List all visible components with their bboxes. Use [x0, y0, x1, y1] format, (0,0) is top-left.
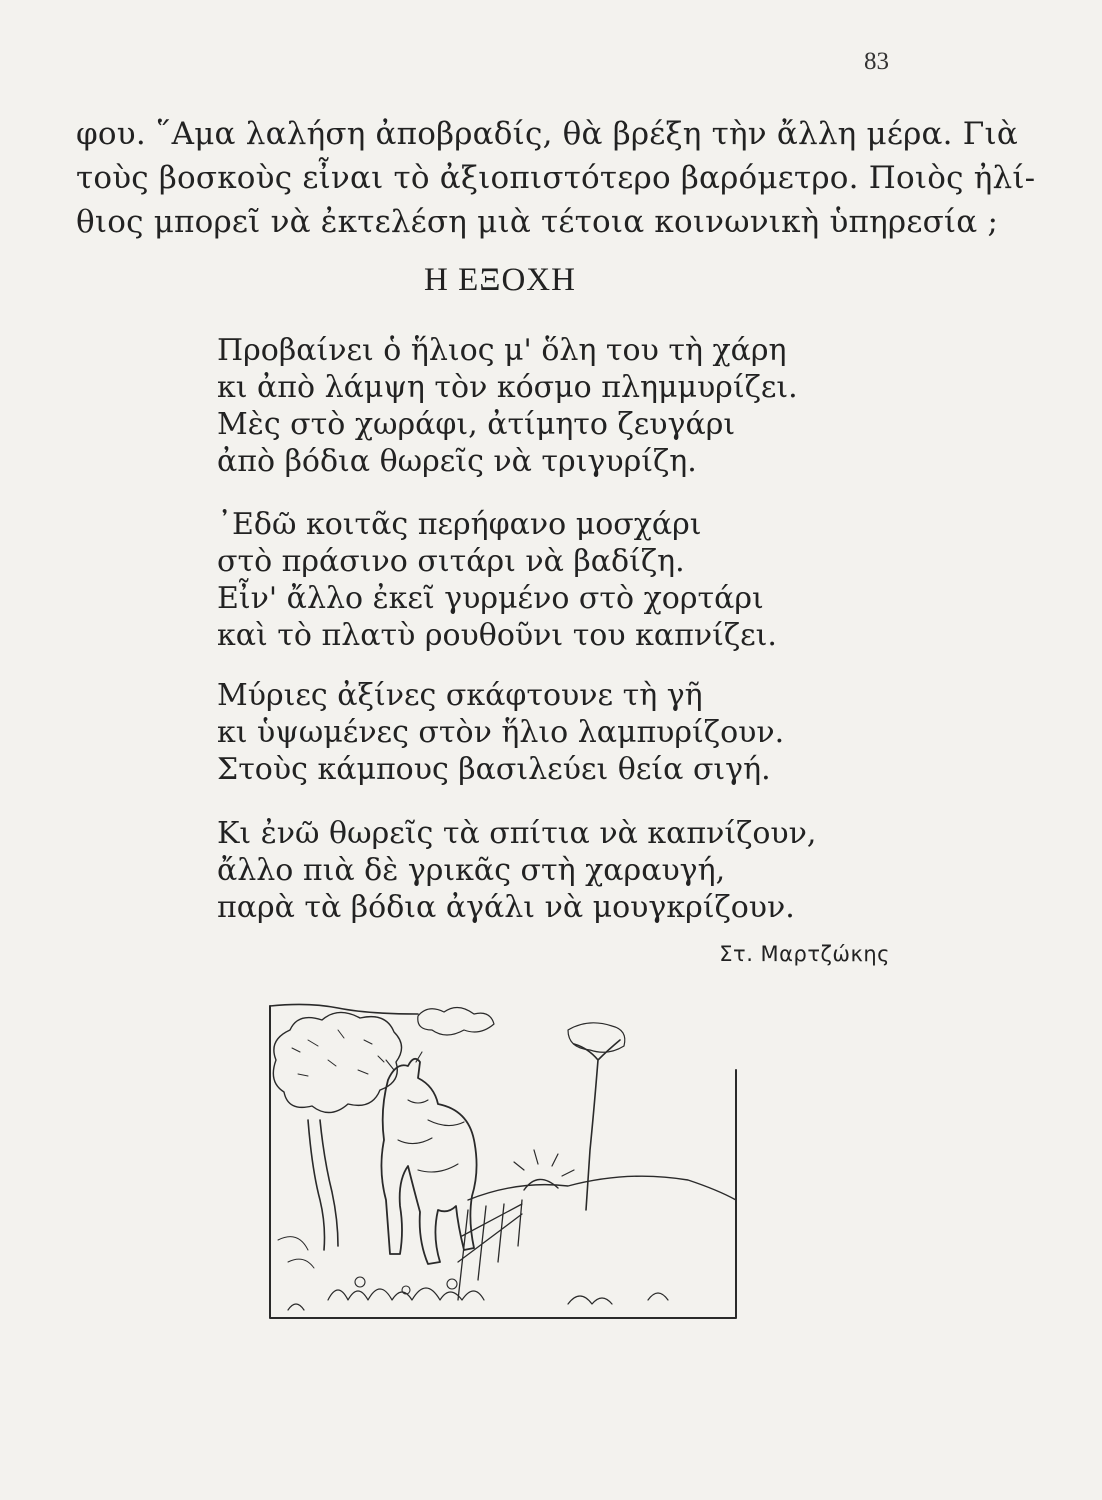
poem-verse: ᾿Εδῶ κοιτᾶς περήφανο μοσχάρι	[217, 507, 702, 542]
poem-stanza-1	[217, 332, 798, 480]
poem-stanza-4	[217, 815, 816, 926]
prose-paragraph	[76, 112, 1036, 244]
poem-stanza-3	[217, 677, 784, 788]
poem-verse: ἀπὸ βόδια θωρεῖς νὰ τριγυρίζη.	[217, 444, 697, 479]
poem-verse: Κι ἐνῶ θωρεῖς τὰ σπίτια νὰ καπνίζουν,	[217, 816, 817, 851]
poem-verse: κι ὑψωμένες στὸν ἥλιο λαμπυρίζουν.	[217, 715, 785, 750]
poem-verse: Εἶν' ἄλλο ἐκεῖ γυρμένο στὸ χορτάρι	[217, 581, 764, 616]
poem-title: Η ΕΞΟΧΗ	[424, 262, 576, 298]
poem-verse: στὸ πράσινο σιτάρι νὰ βαδίζη.	[217, 544, 685, 579]
prose-line: θιος μπορεῖ νὰ ἐκτελέση μιὰ τέτοια κοινωνικὴ ὑπηρεσία ;	[76, 204, 999, 240]
prose-line: φου. ῞Αμα λαλήση ἀποβραδίς, θὰ βρέξη τὴν ἄλλη μέρα. Γιὰ	[76, 116, 1018, 152]
poem-author: Στ. Μαρτζώκης	[719, 942, 890, 966]
prose-line: τοὺς βοσκοὺς εἶναι τὸ ἀξιοπιστότερο βαρόμετρο. Ποιὸς ἠλί-	[76, 160, 1036, 196]
poem-verse: Μύριες ἀξίνες σκάφτουνε τὴ γῆ	[217, 678, 703, 713]
poem-verse: κι ἀπὸ λάμψη τὸν κόσμο πλημμυρίζει.	[217, 370, 798, 405]
poem-verse: Στοὺς κάμπους βασιλεύει θεία σιγή.	[217, 752, 771, 787]
frame-border	[270, 1006, 736, 1318]
thin-tree	[574, 1040, 620, 1210]
poem-verse: Μὲς στὸ χωράφι, ἀτίμητο ζευγάρι	[217, 407, 736, 442]
cow	[381, 1059, 476, 1264]
poem-verse: παρὰ τὰ βόδια ἀγάλι νὰ μουγκρίζουν.	[217, 890, 795, 925]
poem-verse: ἄλλο πιὰ δὲ γρικᾶς στὴ χαραυγή,	[217, 853, 726, 888]
page-number: 83	[864, 48, 889, 75]
bush-top	[418, 1007, 494, 1035]
flower	[447, 1279, 457, 1289]
cow-landscape-illustration	[268, 1000, 738, 1320]
poem-verse: Προβαίνει ὁ ἥλιος μ' ὅλη του τὴ χάρη	[217, 333, 787, 368]
flower	[355, 1277, 365, 1287]
poem-verse: καὶ τὸ πλατὺ ρουθοῦνι του καπνίζει.	[217, 618, 777, 653]
tree-canopy	[273, 1012, 401, 1112]
tree-trunk	[308, 1120, 338, 1250]
grass	[288, 1288, 668, 1310]
poem-stanza-2	[217, 506, 777, 654]
hills	[468, 1176, 736, 1200]
